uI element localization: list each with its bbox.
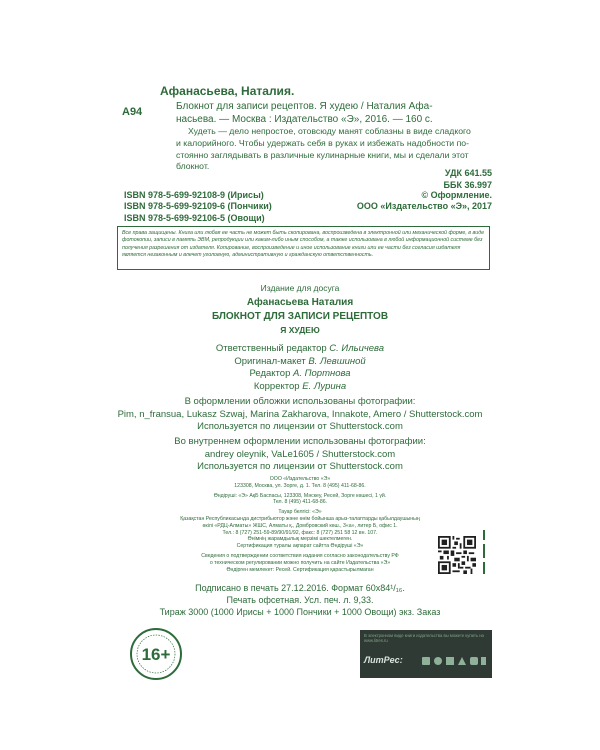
author-name: Афанасьева Наталия (246, 297, 354, 308)
credit-line: Редактор А. Портнова (249, 368, 351, 379)
annotation-line: блокнот. (176, 161, 210, 172)
bbk-code: ББК 36.997 (443, 180, 492, 190)
isbn-list (124, 190, 272, 224)
publisher-line: ООО «Издательство «Э» (269, 476, 331, 482)
catalog-code: А94 (122, 106, 143, 118)
description-line: Блокнот для записи рецептов. Я худею / Наталия Афа- (176, 101, 433, 112)
ebook-promo-text: В электронном виде книги издательства вы можете купить на www.litres.ru (364, 633, 484, 643)
isbn-line: ISBN 978-5-699-92106-5 (Овощи) (124, 212, 265, 223)
print-line: Подписано в печать 27.12.2016. Формат 60x84¹/₁₆. (195, 583, 405, 593)
annotation-line: стоянно заглядывать в различные кулинарные книги, мы и сделали этот (176, 149, 469, 160)
copyright-line: ООО «Издательство «Э», 2017 (356, 201, 492, 212)
edition-label: Издание для досуга (260, 283, 340, 293)
cover-photo-line: Pim, n_fransua, Lukasz Szwaj, Marina Zakharova, Innakote, Amero / Shutterstock.com (117, 408, 483, 420)
bibliographic-description (176, 100, 484, 126)
rights-notice-box (117, 226, 490, 270)
qr-caption-icon (478, 528, 490, 580)
print-line: Печать офсетная. Усл. печ. л. 9,33. (226, 595, 374, 605)
credit-line: Корректор Е. Лурина (253, 380, 347, 392)
classification-codes (408, 167, 492, 191)
qr-code-icon (438, 536, 476, 574)
cover-photo-credits (100, 396, 500, 434)
publisher-line: Өнімнің жарамдылық мерзімі шектелмеген. (247, 536, 353, 543)
publisher-line: Тел.: 8 (727) 251-59-89/90/91/92, факс: 8 (727) 251 58 12 вн. 107. (222, 529, 378, 536)
publisher-line: Өндірген мемлекет: Ресей. Сертификация қарастырылмаған (226, 566, 374, 573)
copyright (344, 190, 492, 213)
promo-icons-icon (420, 654, 488, 668)
inner-photo-line: Используется по лицензии от Shutterstock.com (197, 461, 403, 472)
publisher-line: Тауар белгісі: «Э» (278, 509, 322, 516)
credit-line: Ответственный редактор С. Ильичева (215, 343, 385, 354)
publisher-info (140, 476, 460, 573)
publisher-line: Сведения о подтверждении соответствия издания согласно законодательству РФ (201, 552, 399, 559)
age-rating-badge (130, 628, 182, 680)
age-rating-text: 16+ (141, 645, 171, 664)
inner-photo-credits (100, 436, 500, 474)
publisher-line: 123308, Москва, ул. Зорге, д. 1. Тел. 8 (495) 411-68-86. (234, 482, 366, 489)
author-heading: Афанасьева, Наталия. (160, 84, 295, 98)
copyright-line: © Оформление. (421, 190, 492, 200)
annotation-line: и калорийного. Чтобы удержать себя в руках и избежать надобности по- (176, 137, 469, 148)
inner-photo-line: andrey oleynik, VaLe1605 / Shutterstock.com (204, 448, 396, 460)
publisher-line: Өндіруші: «Э» АқБ Баспасы, 123308, Мәскеу, Ресей, Зорге көшесі, 1 үй. (213, 492, 387, 499)
promo-logo: ЛитРес: (364, 655, 403, 665)
inner-photo-line: Во внутреннем оформлении использованы фотографии: (174, 436, 426, 447)
publisher-line: Тел. 8 (495) 411-68-86. (272, 499, 328, 506)
credit-line: Оригинал-макет В. Левшиной (234, 355, 366, 367)
isbn-line: ISBN 978-5-699-92108-9 (Ирисы) (124, 190, 264, 200)
annotation-line: Худеть — дело непростое, отовсюду манят соблазны в виде сладкого (188, 126, 471, 136)
print-line: Тираж 3000 (1000 Ирисы + 1000 Пончики + 1000 Овощи) экз. Заказ (159, 607, 441, 617)
cover-photo-line: Используется по лицензии от Shutterstock.com (197, 421, 403, 432)
book-subtitle: Я ХУДЕЮ (280, 325, 320, 335)
rights-notice-text: Все права защищены. Книга или любая ее часть не может быть скопирована, воспроизведена в электронной или механической форме, в виде фотокопии, записи в память ЭВМ, репродукции или каким-либо иным способом, а также использована в любой информационной системе без получения разрешения от издателя. Копирование, воспроизведение и иное использование книги или ее части без согласия издателя является незаконным и влечет уголовную, административную и гражданскую ответственность. (122, 230, 485, 259)
publisher-line: Қазақстан Республикасында дистрибьютор және өнім бойынша арыз-талаптарды қабылдаушының (180, 515, 420, 522)
publisher-line: о техническом регулировании можно получить на сайте Издательства «Э» (209, 559, 391, 566)
description-line: насьева. — Москва : Издательство «Э», 2016. — 160 с. (176, 114, 433, 125)
cover-photo-line: В оформлении обложки использованы фотографии: (184, 396, 416, 407)
udk-code: УДК 641.55 (444, 168, 492, 178)
publisher-line: өкілі «РДЦ-Алматы» ЖШС, Алматы қ., Домбровский көш., 3«а», литер Б, офис 1. (202, 522, 398, 529)
credits (100, 343, 500, 393)
print-details (100, 582, 500, 618)
publisher-line: Сертификация туралы ақпарат сайтта Өндіруші «Э» (236, 543, 364, 550)
isbn-line: ISBN 978-5-699-92109-6 (Пончики) (124, 201, 272, 212)
book-title: БЛОКНОТ ДЛЯ ЗАПИСИ РЕЦЕПТОВ (211, 311, 389, 322)
